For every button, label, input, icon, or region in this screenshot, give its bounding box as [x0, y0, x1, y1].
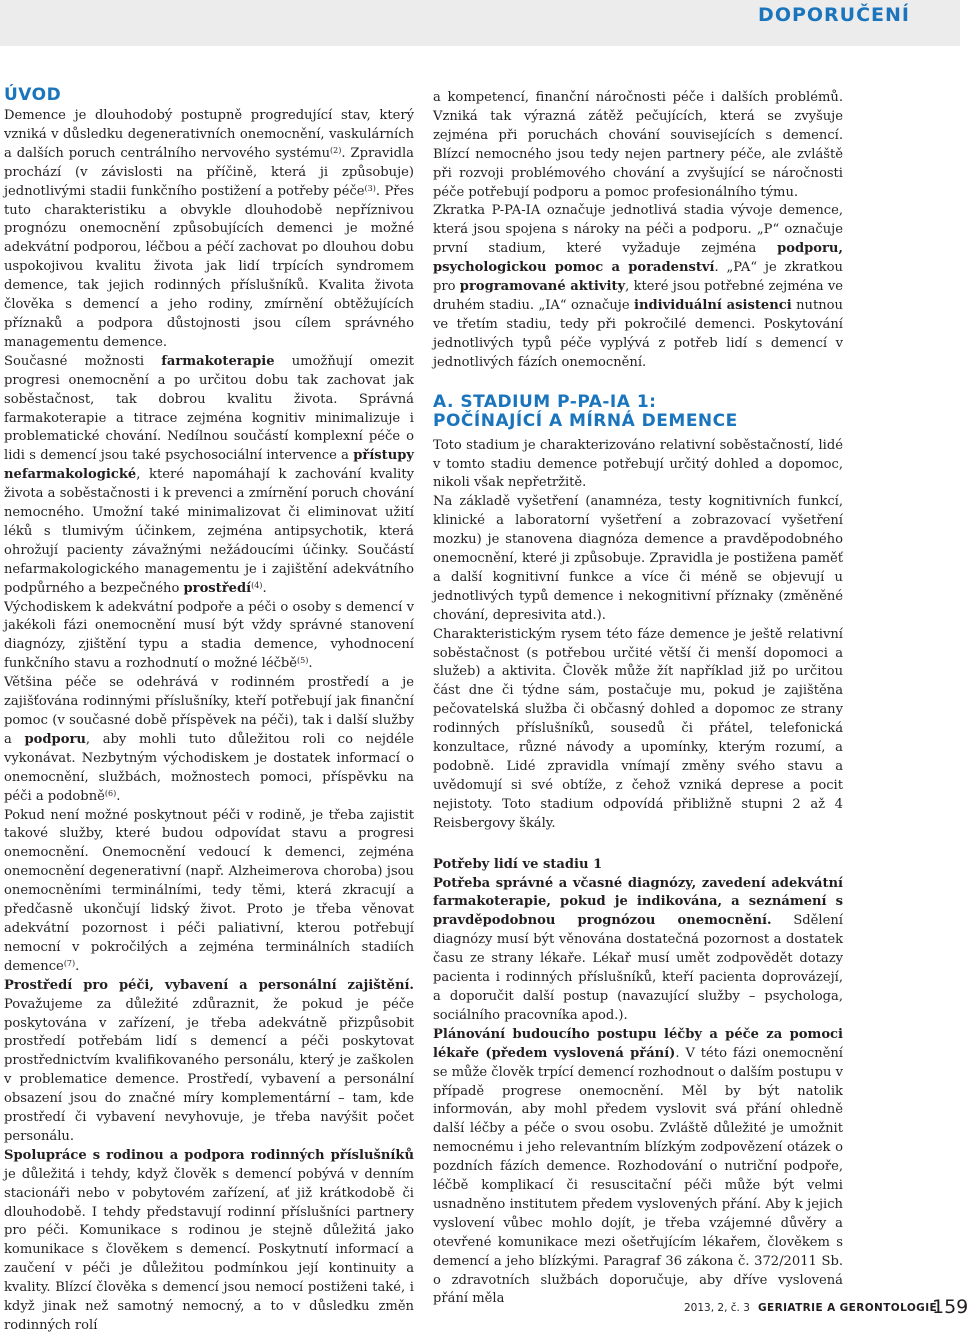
page-number: 159: [932, 1296, 968, 1318]
emphasis-text: přístupy nefarmakologické: [4, 448, 414, 483]
right-needs: [433, 875, 843, 1310]
text-run: . V této fázi onemocnění se může člověk trpící demencí rozhodnout o dalším postupu v případě progrese onemocnění. Měl by být natolik informován, aby mohl předem vyslovit svá přání ohledně další léčby a péče o svou osobu. Zvláště důležité je umožnit nemocnému i jeho relevantním blízkým zodpovězení otázek o pozdních fázích demence. Rozhodování o nutriční podpoře, léčbě komplikací či resuscitační péči může být velmi usnadněno institutem předem vyslovených přání. Aby k jejich vyslovení vůbec mohlo dojít, je třeba vzájemné důvěry a otevřené komunikace mezi ošetřujícím lékařem, člověkem s demencí a jeho blízkými. Paragraf 36 zákona č. 372/2011 Sb. o zdravotních službách doporučuje, aby dříve vyslovená přání měla: [433, 1045, 843, 1307]
subheading-needs: Potřeby lidí ve stadiu 1: [433, 856, 603, 872]
heading-stadium-1-line2: POČÍNAJÍCÍ A MÍRNÁ DEMENCE: [433, 410, 738, 431]
paragraph: [433, 1026, 843, 1310]
text-run: .: [116, 788, 121, 804]
paragraph: [4, 1147, 414, 1336]
text-run: Zkratka P-PA-IA označuje jednotlivá stadia vývoje demence, která jsou spojena s nároky na péči a podporu. „P“ označuje první stadium, které vyžaduje zejména: [433, 203, 843, 257]
citation-ref: (7): [63, 958, 76, 968]
citation-ref: (2): [330, 145, 342, 155]
text-run: Pokud není možné poskytnout péči v rodině, je třeba zajistit takové služby, které budou odpovídat stavu a progresi onemocnění. Onemocnění vedoucí k demenci, zejména onemocnění degenerativní (např. Alzheimerova choroba) jsou onemocněními terminálními, tedy těmi, která zkracují a předčasně ukončují lidský život. Proto je třeba věnovat adekvátní pozornost i péči paliativní, kterou potřebují nemocní v pokročilých a zejména terminálních stadiích demence: [4, 807, 414, 974]
emphasis-text: Potřeba správné a včasné diagnózy, zavedení adekvátní farmakoterapie, pokud je indikována, a seznámení s pravděpodobnou prognózou onemocnění.: [433, 875, 843, 929]
paragraph: [4, 599, 414, 675]
text-run: . Zpravidla prochází (v závislosti na příčině, která ji způsobuje) jednotlivými stadii funkčního postižení a potřeby péče: [4, 145, 414, 199]
paragraph: [433, 89, 843, 202]
text-run: je důležitá i tehdy, když člověk s demencí pobývá v denním stacionáři nebo v pobytovém zařízení, ať již krátkodobě či dlouhodobě. I tehdy představují rodinní příslušníci partnery pro péči. Komunikace s rodinou je stejně důležitá jako komunikace s člověkem s demencí. Poskytnutí informací a zaučení v péči je důležitou podmínkou její kontinuity a kvality. Blízcí člověka s demencí jsou nemocí postiženi také, i když jinak než samotný nemocný, a to v důsledku změn rodinných rolí: [4, 1166, 414, 1333]
right-intro: [433, 89, 843, 373]
text-run: Toto stadium je charakterizováno relativní soběstačností, lidé v tomto stadiu demence potřebují určitý dohled a dopomoc, nikoli však nepřetržitě.: [433, 437, 843, 491]
text-run: umožňují omezit progresi onemocnění a po určitou dobu tak zachovat jak soběstačnost, tak dobrou kvalitu života. Správná farmakoterapie a titrace zejména kognitiv minimalizuje i problematické chování. Nedílnou součástí komplexní péče o lidi s demencí jsou také psychosociální intervence a: [4, 353, 414, 464]
text-run: Považujeme za důležité zdůraznit, že pokud je péče poskytována v zařízení, je třeba adekvátně přizpůsobit prostředí potřebám lidí s demencí a péči poskytovat prostřednictvím kvalifikovaného personálu, který je zaškolen v problematice demence. Prostředí, vybavení a personální obsazení jsou do značné míry komplementární – tam, kde prostředí či vybavení nevyhovuje, je třeba navýšit počet personálu.: [4, 996, 414, 1144]
left-body: [4, 107, 414, 1336]
citation-ref: (5): [297, 656, 309, 666]
text-run: , aby mohli tuto důležitou roli co nejdéle vykonávat. Nezbytným východiskem je dostatek informací o onemocnění, službách, možnostech pomoci, příspěvku na péči a podobně: [4, 731, 414, 804]
paragraph: [433, 437, 843, 494]
heading-uvod: ÚVOD: [4, 85, 62, 105]
emphasis-text: individuální asistenci: [633, 297, 792, 313]
text-run: .: [75, 958, 80, 974]
emphasis-text: programované aktivity: [459, 279, 626, 295]
text-run: Demence je dlouhodobý postupně progredující stav, který vzniká v důsledku degenerativních onemocnění, vaskulárních a dalších poruch centrálního nervového systému: [4, 108, 414, 161]
paragraph: [4, 977, 414, 1147]
paragraph: [433, 493, 843, 625]
paragraph: [4, 107, 414, 353]
footer-issue: 2013, 2, č. 3: [684, 1302, 750, 1314]
text-run: , které jsou potřebné zejména ve druhém stadiu. „IA“ označuje: [433, 279, 844, 313]
left-column: [4, 86, 414, 1336]
paragraph: [433, 202, 843, 372]
text-run: , které napomáhají k zachování kvality života a soběstačnosti i k prevenci a zmírnění poruch chování nemocného. Umožní také minimalizovat či eliminovat užití léků s tlumivým účinkem, zejména antipsychotik, která ohrožují pacienty závažnými nežádoucími účinky. Součástí nefarmakologického managementu je i zajištění adekvátního podpůrného a bezpečného: [4, 467, 414, 596]
emphasis-text: farmakoterapie: [161, 353, 275, 369]
heading-stadium-1-line1: A. STADIUM P-PA-IA 1:: [433, 391, 657, 412]
text-run: Současné možnosti: [4, 353, 162, 369]
emphasis-text: Prostředí pro péči, vybavení a personální zajištění.: [4, 977, 414, 993]
text-run: Východiskem k adekvátní podpoře a péči o osoby s demencí v jakékoli fázi onemocnění musí být vždy správné stanovení diagnózy, zjištění typu a stadia demence, vyhodnocení funkčního stavu a rozhodnutí o možné léčbě: [4, 599, 414, 672]
text-run: Charakteristickým rysem této fáze demence je ještě relativní soběstačnost (s potřebou určité větší či menší dopomoci a služeb) a aktivita. Člověk může žít například již po určitou část dne či týdne sám, postačuje mu, pokud je zajištěna pečovatelská služba či občasný dohled a dopomoc ze strany rodinných příslušníků, sousedů či přátel, telefonická konzultace, různé návody a upomínky, kterým rozumí, a podobně. Lidé zpravidla vnímají změny svého stavu a uvědomují si své obtíže, z čehož vzniká deprese a pocit nejistoty. Toto stadium odpovídá přibližně stupni 2 až 4 Reisbergovy škály.: [433, 626, 843, 831]
paragraph: [4, 353, 414, 599]
text-run: Většina péče se odehrává v rodinném prostředí a je zajišťována rodinnými příslušníky, kteří potřebují jak finanční pomoc (v současné době příspěvek na péči), tak i další služby a: [4, 675, 414, 747]
text-run: . Přes tuto charakteristiku a obvykle dlouhodobě nepříznivou prognózu onemocnění způsobujících demenci je možné adekvátní podporou, léčbou a péčí zachovat po dlouhou dobu uspokojivou kvalitu života jak lidí trpících syndromem demence, tak jejich rodinných příslušníků. Kvalita života člověka s demencí a jeho rodiny, zmírnění obtěžujících příznaků a podpora důstojnosti jsou cílem správného managementu demence.: [4, 183, 414, 350]
footer-journal: GERIATRIE A GERONTOLOGIE: [758, 1302, 938, 1314]
emphasis-text: Plánování budoucího postupu léčby a péče za pomoci lékaře (předem vyslovená přání): [433, 1026, 843, 1061]
emphasis-text: podporu: [24, 731, 86, 747]
text-run: . „PA“ je zkratkou pro: [433, 260, 843, 295]
citation-ref: (3): [364, 183, 376, 193]
citation-ref: (4): [251, 580, 263, 590]
header-bar: [0, 0, 960, 46]
paragraph: [433, 875, 843, 1026]
text-run: Na základě vyšetření (anamnéza, testy kognitivních funkcí, klinické a laboratorní vyšetření a zobrazovací vyšetření mozku) je stanovena diagnóza demence a pravděpodobného onemocnění, které ji způsobuje. Zpravidla je postižena paměť a další kognitivní funkce a více či méně se objevují u jednotlivých typů demence i nekognitivní příznaky (změněné chování, depresivita atd.).: [433, 494, 843, 623]
emphasis-text: podporu, psychologickou pomoc a poradenství: [433, 241, 843, 276]
citation-ref: (6): [104, 788, 117, 798]
text-run: .: [262, 580, 267, 596]
text-run: Sdělení diagnózy musí být věnována dostatečná pozornost a dostatek času ze strany lékaře. Lékař musí umět zodpovědět dotazy pacienta i rodinných příslušníků, kteří pacienta doprovázejí, a doporučit další postup (navazující služby – psychologa, sociálního pracovníka apod.).: [433, 913, 843, 1023]
paragraph: [4, 807, 414, 977]
heading-stadium-1: [433, 393, 843, 431]
paragraph: [433, 626, 843, 834]
text-run: a kompetencí, finanční náročnosti péče i dalších problémů. Vzniká tak výrazná zátěž pečujících, která se zvyšuje zejména při poruchách chování souvisejících s demencí. Blízcí nemocného jsou tedy nejen partnery péče, ale zvláště při rozvoji problémového chování a zvyšující se náročnosti péče potřebují podporu a pomoc profesionálního týmu.: [433, 90, 843, 200]
right-body: [433, 437, 843, 834]
text-run: .: [308, 656, 313, 672]
paragraph: [4, 674, 414, 806]
section-title: DOPORUČENÍ: [758, 4, 910, 26]
emphasis-text: prostředí: [183, 580, 252, 596]
right-column: [433, 89, 843, 1309]
text-run: nutnou ve třetím stadiu, tedy při pokročilé demenci. Poskytování jednotlivých typů péče vyplývá z potřeb lidí s demencí v jednotlivých fázích onemocnění.: [433, 297, 843, 370]
emphasis-text: Spolupráce s rodinou a podpora rodinných příslušníků: [4, 1147, 414, 1163]
